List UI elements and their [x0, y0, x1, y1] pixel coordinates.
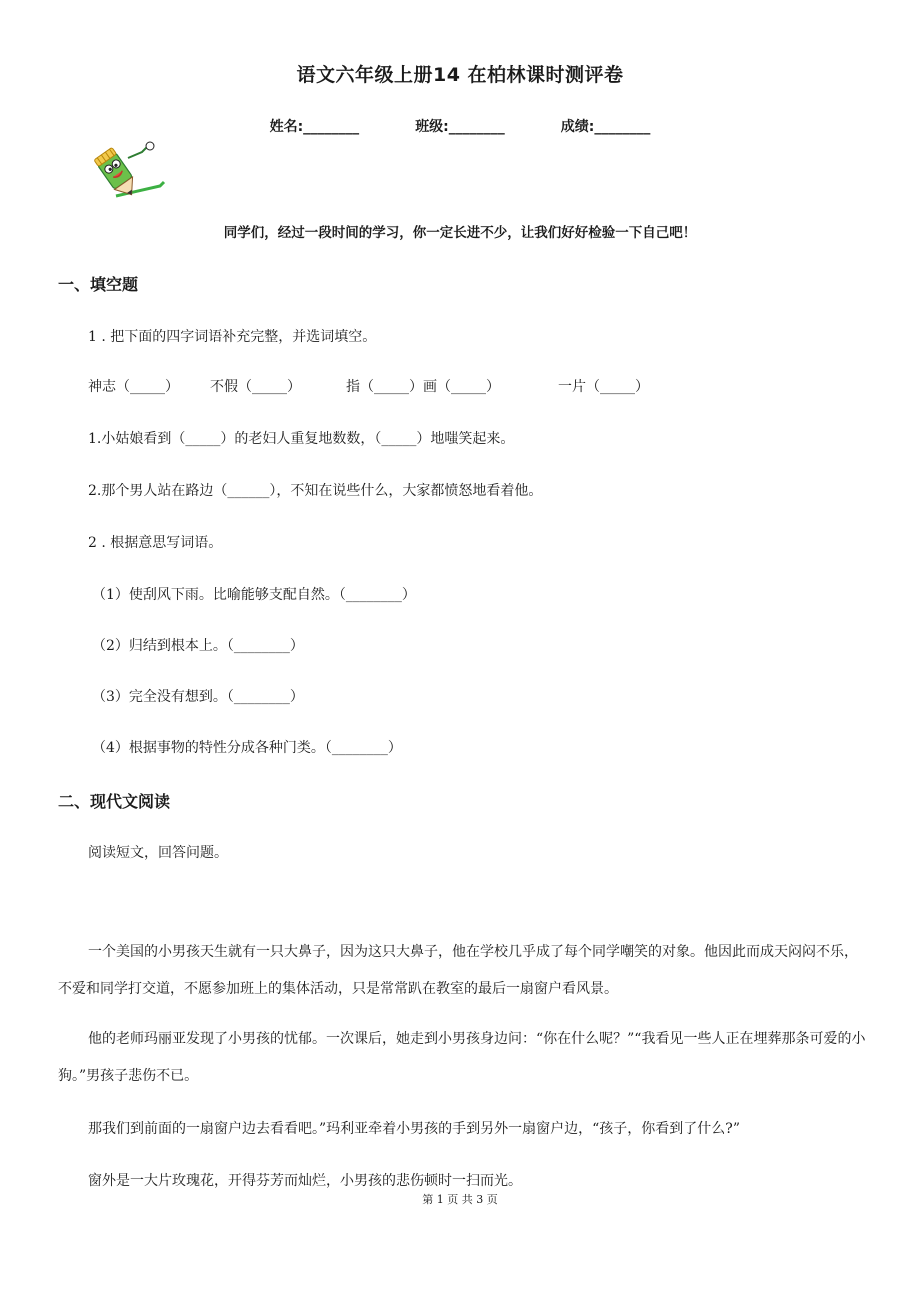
question-2-item-3[interactable]: （3）完全没有想到。（________）	[92, 689, 304, 705]
blank-2[interactable]: 不假（_____）	[210, 379, 301, 395]
reading-paragraph-3: 那我们到前面的一扇窗户边去看看吧。”玛利亚牵着小男孩的手到另外一扇窗户边，“孩子，你看到了什么?”	[88, 1121, 740, 1137]
reading-paragraph-4: 窗外是一大片玫瑰花，开得芬芳而灿烂，小男孩的悲伤顿时一扫而光。	[88, 1173, 522, 1189]
intro-text: 同学们，经过一段时间的学习，你一定长进不少，让我们好好检验一下自己吧！	[223, 225, 697, 241]
question-2-item-4[interactable]: （4）根据事物的特性分成各种门类。（________）	[92, 740, 402, 756]
student-info-row	[0, 116, 920, 136]
reading-paragraph-1: 一个美国的小男孩天生就有一只大鼻子，因为这只大鼻子，他在学校几乎成了每个同学嘲笑的对象。他因此而成天闷闷不乐，不爱和同学打交道，不愿参加班上的集体活动，只是常常趴在教室的最后一扇窗户看风景。	[58, 944, 858, 997]
blank-3[interactable]: 指（_____）画（_____）	[346, 379, 500, 395]
question-2-item-1[interactable]: （1）使刮风下雨。比喻能够支配自然。（________）	[92, 587, 416, 603]
reading-instruction: 阅读短文，回答问题。	[88, 845, 228, 861]
class-field-label: 班级:________	[415, 119, 505, 135]
pencil-mascot-icon	[88, 140, 168, 202]
section-1-heading: 一、填空题	[58, 275, 139, 294]
question-1-prompt: 1 . 把下面的四字词语补充完整，并选词填空。	[88, 329, 377, 345]
question-2-prompt: 2 . 根据意思写词语。	[88, 535, 223, 551]
question-2-item-2[interactable]: （2）归结到根本上。（________）	[92, 638, 304, 654]
section-2-heading: 二、现代文阅读	[58, 792, 171, 811]
name-field-label: 姓名:________	[269, 119, 360, 135]
question-1-sentence-2: 2.那个男人站在路边（______），不知在说些什么，大家都愤怒地看着他。	[88, 483, 543, 499]
page-footer: 第 1 页 共 3 页	[422, 1193, 498, 1206]
score-field-label: 成绩:________	[560, 119, 651, 135]
reading-paragraph-2: 他的老师玛丽亚发现了小男孩的忧郁。一次课后，她走到小男孩身边问：“你在什么呢？”“我看见一些人正在埋葬那条可爱的小狗。”男孩子悲伤不已。	[58, 1031, 866, 1084]
blank-4[interactable]: 一片（_____）	[558, 379, 649, 395]
question-1-sentence-1: 1.小姑娘看到（_____）的老妇人重复地数数，（_____）地嗤笑起来。	[88, 431, 515, 447]
blank-1[interactable]: 神志（_____）	[88, 379, 179, 395]
page-title: 语文六年级上册14 在柏林课时测评卷	[296, 64, 624, 86]
